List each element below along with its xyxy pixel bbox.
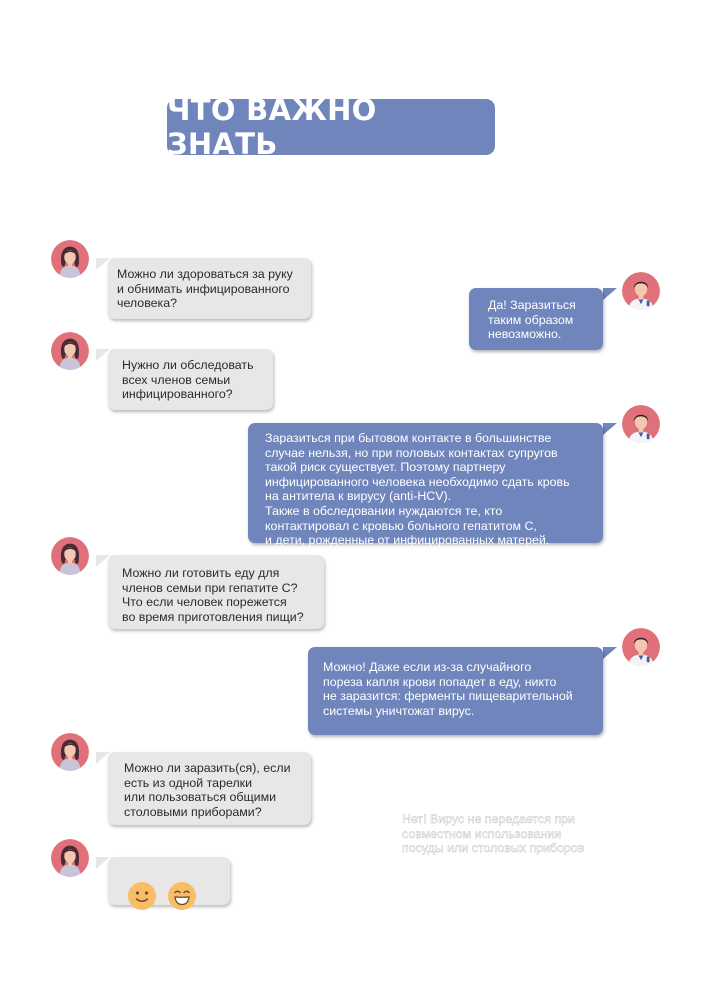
bubble-tail xyxy=(603,647,617,659)
doctor-avatar-icon xyxy=(622,628,660,666)
doctor-avatar-icon xyxy=(622,272,660,310)
woman-avatar-icon xyxy=(51,332,89,370)
answer-bubble-3: Можно! Даже если из-за случайного пореза капля крови попадет в еду, никто не заразится: ферменты пищеварительной системы уничтожат вирус. xyxy=(308,647,603,735)
bubble-tail xyxy=(603,288,617,300)
bubble-tail xyxy=(603,423,617,435)
question-bubble-1: Можно ли здороваться за руку и обнимать инфицированного человека? xyxy=(108,258,311,319)
page-title: ЧТО ВАЖНО ЗНАТЬ xyxy=(167,93,377,161)
question-bubble-3: Можно ли готовить еду для членов семьи при гепатите С? Что если человек порежется во время приготовления пищи? xyxy=(108,555,324,629)
question-bubble-4: Можно ли заразить(ся), если есть из одной тарелки или пользоваться общими столовыми приборами? xyxy=(108,752,311,825)
title-banner xyxy=(167,93,495,161)
answer-bubble-2: Заразиться при бытовом контакте в большинстве случае нельзя, но при половых контактах супругов такой риск существует. Поэтому партнеру инфицированного человека необходимо сдать кровь на антитела к вирусу (anti-HCV). Также в обследовании нуждаются те, кто контактировал с кровью больного гепатитом С, и дети, рожденные от инфицированных матерей. xyxy=(248,423,603,543)
woman-avatar-icon xyxy=(51,839,89,877)
grinning-face-icon xyxy=(167,866,197,896)
answer-bubble-1: Да! Заразиться таким образом невозможно. xyxy=(469,288,603,350)
woman-avatar-icon xyxy=(51,240,89,278)
doctor-avatar-icon xyxy=(622,405,660,443)
question-bubble-2: Нужно ли обследовать всех членов семьи инфицированного? xyxy=(108,349,273,410)
woman-avatar-icon xyxy=(51,537,89,575)
answer-text-4-faint: Нет! Вирус не передается при совместном использовании посуды или столовых приборов xyxy=(402,812,585,856)
woman-avatar-icon xyxy=(51,733,89,771)
emoji-bubble xyxy=(108,857,230,905)
slightly-smiling-face-icon xyxy=(127,866,157,896)
